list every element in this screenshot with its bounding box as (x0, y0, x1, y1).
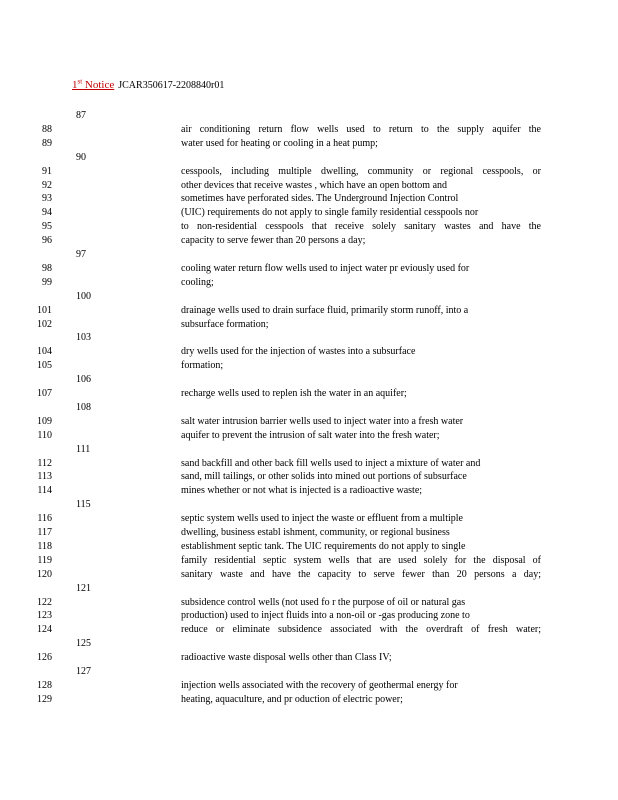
paragraph-number: 121 (76, 582, 91, 594)
text-line: subsurface formation; (181, 318, 269, 330)
line-number: 120 (37, 568, 52, 580)
line-number: 95 (42, 221, 52, 233)
text-line: recharge wells used to replen ish the water in an aquifer; (181, 388, 407, 399)
document-code: JCAR350617-2208840r01 (118, 79, 225, 91)
text-line: establishment septic tank. The UIC requirements do not apply to single (181, 540, 466, 552)
text-line: capacity to serve fewer than 20 persons a day; (181, 235, 366, 247)
text-line: sand backfill and other back fill wells used to inject a mixture of water and (181, 457, 481, 469)
line-number: 112 (37, 457, 52, 469)
text-line: drainage wells used to drain surface fluid, primarily storm runoff, into a (181, 304, 469, 316)
text-line: production) used to inject fluids into a non-oil or -gas producing zone to (181, 610, 470, 622)
line-number: 114 (37, 485, 52, 497)
line-number: 104 (37, 346, 52, 358)
text-line: aquifer to prevent the intrusion of salt water into the fresh water; (181, 429, 440, 441)
paragraph-number: 115 (76, 499, 91, 511)
line-number: 107 (37, 388, 52, 399)
line-number: 92 (42, 179, 52, 191)
line-number: 102 (37, 318, 52, 330)
line-number: 124 (37, 624, 52, 636)
line-number: 109 (37, 415, 52, 427)
paragraph-number: 100 (76, 290, 91, 302)
paragraph-number: 87 (76, 110, 86, 121)
text-line: cooling water return flow wells used to inject water pr eviously used for (181, 262, 470, 274)
paragraph-number: 97 (76, 249, 86, 260)
text-line: cooling; (181, 276, 214, 288)
text-line: water used for heating or cooling in a heat pump; (181, 137, 378, 149)
line-number: 113 (37, 471, 52, 483)
text-line: heating, aquaculture, and pr oduction of electric power; (181, 693, 403, 705)
text-line: formation; (181, 360, 224, 372)
line-number: 116 (37, 513, 52, 525)
line-number: 118 (37, 540, 52, 552)
line-number: 91 (42, 165, 52, 177)
line-number: 99 (42, 276, 52, 288)
text-line: air conditioning return flow wells used to return to the supply aquifer the (181, 123, 541, 135)
text-line: (UIC) requirements do not apply to single family residential cesspools nor (181, 207, 479, 219)
text-line: dwelling, business establ ishment, community, or regional business (181, 527, 450, 538)
line-number: 123 (37, 610, 52, 622)
text-line: sand, mill tailings, or other solids into mined out portions of subsurface (181, 471, 467, 483)
line-number: 126 (37, 652, 52, 664)
line-number: 89 (42, 137, 52, 149)
text-line: to non-residential cesspools that receive solely sanitary wastes and have the (181, 221, 541, 233)
line-number: 101 (37, 304, 52, 316)
paragraph-number: 90 (76, 151, 86, 163)
text-line: reduce or eliminate subsidence associated with the overdraft of fresh water; (181, 624, 541, 636)
notice-number: 1 (72, 78, 78, 91)
paragraph-number: 127 (76, 666, 91, 677)
text-line: family residential septic system wells that are used solely for the disposal of (181, 554, 541, 566)
paragraph-number: 108 (76, 401, 91, 413)
text-line: sometimes have perforated sides. The Underground Injection Control (181, 193, 459, 205)
text-line: radioactive waste disposal wells other than Class IV; (181, 652, 392, 664)
text-line: subsidence control wells (not used fo r the purpose of oil or natural gas (181, 596, 466, 608)
page-header (72, 77, 224, 91)
notice-superscript: st (77, 77, 83, 85)
line-number: 94 (42, 207, 52, 219)
paragraph-number: 103 (76, 332, 91, 344)
line-number: 128 (37, 679, 52, 691)
line-number: 98 (42, 262, 52, 274)
text-line: dry wells used for the injection of wastes into a subsurface (181, 346, 416, 358)
paragraph-number: 111 (76, 443, 91, 455)
line-number: 96 (42, 235, 52, 247)
text-line: other devices that receive wastes , which have an open bottom and (181, 179, 448, 191)
text-line: cesspools, including multiple dwelling, community or regional cesspools, or (181, 165, 541, 177)
paragraph-number: 125 (76, 638, 91, 650)
text-line: septic system wells used to inject the waste or effluent from a multiple (181, 513, 463, 525)
notice-label (72, 79, 114, 91)
line-number: 93 (42, 193, 52, 205)
line-number: 122 (37, 596, 52, 608)
text-line: salt water intrusion barrier wells used to inject water into a fresh water (181, 415, 464, 427)
line-number: 110 (37, 429, 52, 441)
text-line: mines whether or not what is injected is a radioactive waste; (181, 485, 423, 497)
line-number: 88 (42, 123, 52, 135)
notice-word: Notice (84, 78, 115, 91)
paragraph-number: 106 (76, 374, 91, 386)
text-line: injection wells associated with the recovery of geothermal energy for (181, 679, 458, 691)
line-number: 105 (37, 360, 52, 372)
line-number: 119 (37, 554, 52, 566)
line-number: 129 (37, 693, 52, 705)
text-line: sanitary waste and have the capacity to serve fewer than 20 persons a day; (181, 568, 541, 580)
line-number: 117 (37, 527, 52, 538)
